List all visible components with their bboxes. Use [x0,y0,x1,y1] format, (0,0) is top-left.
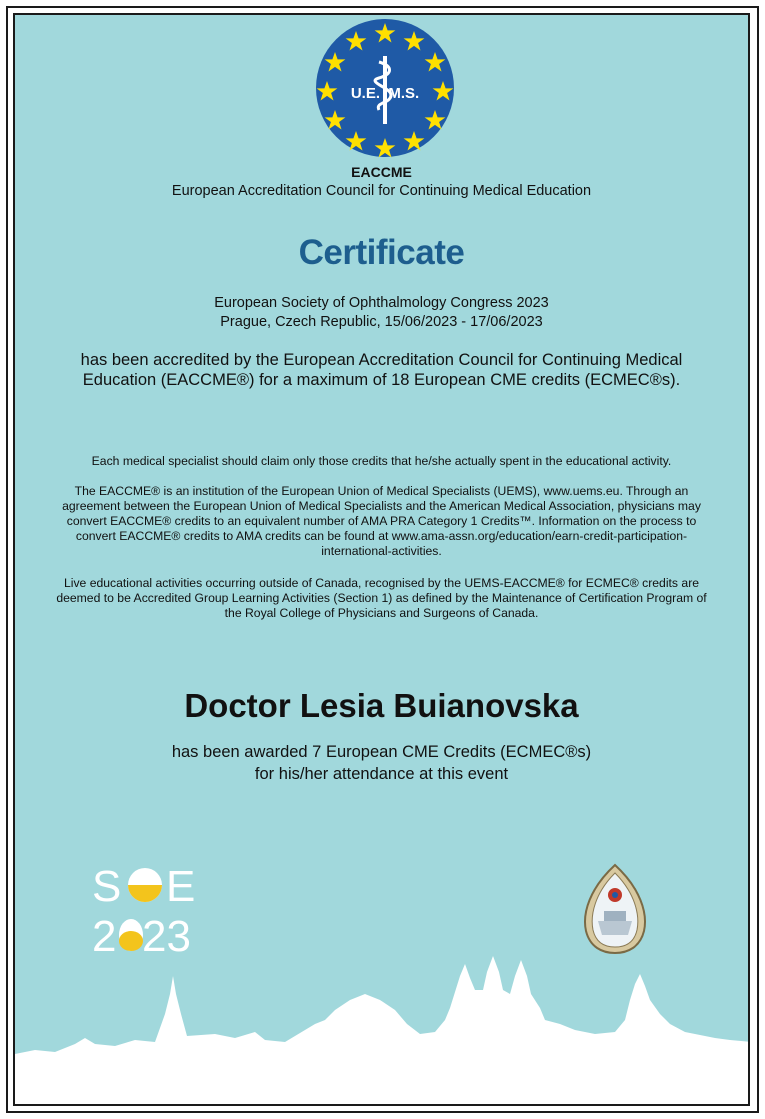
logo-text: U.E. M.S. [350,85,420,102]
sun-icon [128,868,162,902]
ama-line: The EACCME® is an institution of the European Union of Medical Specialists (UEMS), www.uems.eu. Through an [74,484,689,498]
certificate-title: Certificate [298,233,465,272]
prague-skyline-icon [15,954,750,1104]
ama-paragraph [15,484,748,559]
award-line: has been awarded 7 European CME Credits (ECMEC®s) [171,743,592,761]
uems-logo [315,18,455,158]
org-full-name: European Accreditation Council for Continuing Medical Education [171,183,592,199]
zero-icon [119,919,143,951]
accreditation-statement [15,350,748,390]
year-digits-23: 23 [142,912,191,956]
claim-note: Each medical specialist should claim only those credits that he/she actually spent in the educational activity. [91,454,672,468]
canada-paragraph [15,576,748,621]
certificate-panel [13,13,750,1106]
ama-line: international-activities. [321,544,442,558]
org-short-name: EACCME [351,164,412,180]
soe-letter-e: E [166,862,196,911]
soe-2023-logo [90,861,200,956]
ama-line: convert EACCME® credits to an equivalent number of AMA PRA Category 1 Credits™. Information on the process to [66,514,697,528]
soe-letter-s: S [92,862,122,911]
event-location-dates: Prague, Czech Republic, 15/06/2023 - 17/06/2023 [220,314,543,330]
year-digit-2: 2 [92,912,117,956]
canada-line: the Royal College of Physicians and Surgeons of Canada. [224,606,539,620]
society-seal-icon [580,863,650,955]
event-name: European Society of Ophthalmology Congress 2023 [214,295,549,311]
ama-line: agreement between the European Union of Medical Specialists and the American Medical Association, physicians may [62,499,701,513]
canada-line: Live educational activities occurring outside of Canada, recognised by the UEMS-EACCME® for ECMEC® credits are [63,576,700,590]
award-line: for his/her attendance at this event [254,765,509,783]
accreditation-line: has been accredited by the European Accreditation Council for Continuing Medical [80,351,683,369]
ama-line: convert EACCME® credits to AMA credits can be found at www.ama-assn.org/education/earn-credit-participation- [75,529,688,543]
accreditation-line: Education (EACCME®) for a maximum of 18 European CME credits (ECMEC®s). [82,371,681,389]
canada-line: deemed to be Accredited Group Learning Activities (Section 1) as defined by the Maintenance of Certification Program of [56,591,707,605]
recipient-name: Doctor Lesia Buianovska [184,687,579,724]
